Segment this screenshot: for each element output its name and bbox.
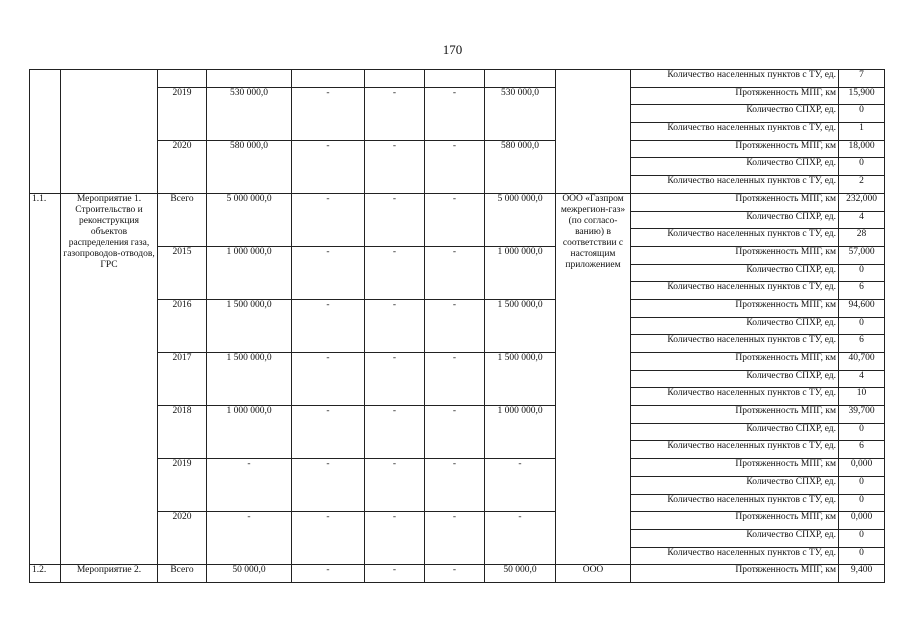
funding-cell: -	[365, 87, 425, 140]
other-funding-cell: 580 000,0	[485, 140, 556, 193]
indicator-label: Количество СПХР, ед.	[631, 317, 839, 335]
indicator-value: 94,600	[839, 299, 885, 317]
table-row	[30, 70, 885, 88]
measure-name-cell	[61, 70, 158, 194]
indicator-value: 0	[839, 476, 885, 494]
other-funding-cell: 1 500 000,0	[485, 299, 556, 352]
indicator-value: 4	[839, 370, 885, 388]
year-cell: 2020	[158, 512, 207, 565]
funding-cell	[425, 70, 485, 88]
total-cell: 530 000,0	[207, 87, 292, 140]
funding-cell: -	[365, 406, 425, 459]
indicator-value: 4	[839, 211, 885, 229]
indicator-value: 7	[839, 70, 885, 88]
funding-cell: -	[425, 565, 485, 583]
number-cell	[30, 70, 61, 194]
funding-cell: -	[425, 246, 485, 299]
indicator-label: Количество СПХР, ед.	[631, 264, 839, 282]
funding-cell: -	[365, 512, 425, 565]
other-funding-cell: 5 000 000,0	[485, 193, 556, 246]
table-row	[30, 87, 885, 105]
indicator-label: Протяженность МПГ, км	[631, 459, 839, 477]
funding-cell: -	[292, 512, 365, 565]
indicator-value: 39,700	[839, 406, 885, 424]
other-funding-cell: 1 000 000,0	[485, 246, 556, 299]
year-cell: 2020	[158, 140, 207, 193]
table-row	[30, 246, 885, 264]
year-cell: Всего	[158, 565, 207, 583]
indicator-value: 0	[839, 317, 885, 335]
total-cell: 580 000,0	[207, 140, 292, 193]
other-funding-cell	[485, 70, 556, 88]
funding-cell: -	[365, 193, 425, 246]
funding-cell: -	[292, 246, 365, 299]
indicator-label: Количество населенных пунктов с ТУ, ед.	[631, 123, 839, 141]
year-cell: 2016	[158, 299, 207, 352]
year-cell: 2017	[158, 353, 207, 406]
indicator-value: 0	[839, 529, 885, 547]
table-row	[30, 565, 885, 583]
indicator-value: 0	[839, 158, 885, 176]
funding-cell: -	[365, 140, 425, 193]
funding-cell: -	[365, 299, 425, 352]
indicator-value: 10	[839, 388, 885, 406]
funding-cell: -	[425, 459, 485, 512]
funding-cell: -	[365, 459, 425, 512]
funding-cell: -	[292, 87, 365, 140]
table-row	[30, 406, 885, 424]
funding-cell: -	[292, 565, 365, 583]
total-cell: 1 000 000,0	[207, 246, 292, 299]
indicator-value: 0,000	[839, 459, 885, 477]
indicator-label: Протяженность МПГ, км	[631, 140, 839, 158]
year-cell: 2018	[158, 406, 207, 459]
indicator-value: 9,400	[839, 565, 885, 583]
indicator-value: 1	[839, 123, 885, 141]
indicator-label: Протяженность МПГ, км	[631, 299, 839, 317]
indicator-value: 6	[839, 335, 885, 353]
indicator-value: 0	[839, 264, 885, 282]
indicator-label: Количество СПХР, ед.	[631, 529, 839, 547]
table-row	[30, 299, 885, 317]
funding-cell: -	[425, 406, 485, 459]
indicator-label: Протяженность МПГ, км	[631, 353, 839, 371]
funding-cell: -	[365, 565, 425, 583]
table-row	[30, 193, 885, 211]
funding-cell: -	[292, 459, 365, 512]
table-row	[30, 353, 885, 371]
indicator-value: 6	[839, 282, 885, 300]
funding-cell: -	[365, 353, 425, 406]
indicator-value: 40,700	[839, 353, 885, 371]
indicator-label: Количество населенных пунктов с ТУ, ед.	[631, 388, 839, 406]
indicator-value: 0	[839, 494, 885, 512]
indicator-value: 0	[839, 105, 885, 123]
program-table	[29, 69, 885, 583]
other-funding-cell: 530 000,0	[485, 87, 556, 140]
table-row	[30, 140, 885, 158]
funding-cell: -	[425, 87, 485, 140]
indicator-label: Количество СПХР, ед.	[631, 423, 839, 441]
funding-cell: -	[425, 512, 485, 565]
funding-cell: -	[292, 193, 365, 246]
indicator-label: Количество населенных пунктов с ТУ, ед.	[631, 70, 839, 88]
indicator-value: 57,000	[839, 246, 885, 264]
indicator-value: 0	[839, 547, 885, 565]
indicator-label: Количество СПХР, ед.	[631, 105, 839, 123]
indicator-label: Количество СПХР, ед.	[631, 370, 839, 388]
table-row	[30, 459, 885, 477]
year-cell	[158, 70, 207, 88]
funding-cell: -	[292, 353, 365, 406]
indicator-label: Протяженность МПГ, км	[631, 406, 839, 424]
measure-number: 1.2.	[30, 565, 61, 583]
total-cell: 5 000 000,0	[207, 193, 292, 246]
total-cell: -	[207, 512, 292, 565]
funding-cell: -	[425, 140, 485, 193]
total-cell: 50 000,0	[207, 565, 292, 583]
total-cell: -	[207, 459, 292, 512]
total-cell: 1 500 000,0	[207, 353, 292, 406]
indicator-label: Протяженность МПГ, км	[631, 565, 839, 583]
indicator-value: 18,000	[839, 140, 885, 158]
page-number: 170	[442, 42, 463, 57]
indicator-label: Количество населенных пунктов с ТУ, ед.	[631, 282, 839, 300]
other-funding-cell: -	[485, 459, 556, 512]
indicator-value: 0	[839, 423, 885, 441]
measure-number: 1.1.	[30, 193, 61, 564]
funding-cell: -	[425, 193, 485, 246]
indicator-label: Протяженность МПГ, км	[631, 246, 839, 264]
year-cell: Всего	[158, 193, 207, 246]
funding-cell	[292, 70, 365, 88]
executor-cell: ООО «Газпром межрегион-газ» (по согласо-ванию) в соответствии с настоящим приложением	[556, 193, 631, 564]
table-row	[30, 512, 885, 530]
funding-cell: -	[292, 406, 365, 459]
indicator-label: Количество населенных пунктов с ТУ, ед.	[631, 335, 839, 353]
funding-cell: -	[292, 299, 365, 352]
executor-cell: ООО	[556, 565, 631, 583]
funding-cell: -	[425, 353, 485, 406]
indicator-label: Протяженность МПГ, км	[631, 193, 839, 211]
year-cell: 2019	[158, 87, 207, 140]
total-cell	[207, 70, 292, 88]
funding-cell: -	[365, 246, 425, 299]
indicator-label: Количество населенных пунктов с ТУ, ед.	[631, 176, 839, 194]
indicator-value: 15,900	[839, 87, 885, 105]
indicator-label: Количество населенных пунктов с ТУ, ед.	[631, 547, 839, 565]
indicator-value: 0,000	[839, 512, 885, 530]
indicator-value: 232,000	[839, 193, 885, 211]
funding-cell	[365, 70, 425, 88]
total-cell: 1 500 000,0	[207, 299, 292, 352]
indicator-label: Количество СПХР, ед.	[631, 158, 839, 176]
year-cell: 2019	[158, 459, 207, 512]
indicator-label: Количество населенных пунктов с ТУ, ед.	[631, 441, 839, 459]
measure-name: Мероприятие 2.	[61, 565, 158, 583]
indicator-label: Количество населенных пунктов с ТУ, ед.	[631, 494, 839, 512]
indicator-value: 28	[839, 229, 885, 247]
indicator-value: 2	[839, 176, 885, 194]
indicator-label: Количество СПХР, ед.	[631, 211, 839, 229]
total-cell: 1 000 000,0	[207, 406, 292, 459]
indicator-label: Протяженность МПГ, км	[631, 512, 839, 530]
other-funding-cell: -	[485, 512, 556, 565]
other-funding-cell: 1 500 000,0	[485, 353, 556, 406]
indicator-label: Протяженность МПГ, км	[631, 87, 839, 105]
indicator-value: 6	[839, 441, 885, 459]
other-funding-cell: 1 000 000,0	[485, 406, 556, 459]
year-cell: 2015	[158, 246, 207, 299]
funding-cell: -	[292, 140, 365, 193]
other-funding-cell: 50 000,0	[485, 565, 556, 583]
indicator-label: Количество СПХР, ед.	[631, 476, 839, 494]
indicator-label: Количество населенных пунктов с ТУ, ед.	[631, 229, 839, 247]
measure-name: Мероприятие 1. Строительство и реконструкция объектов распределения газа, газопроводов-отводов, ГРС	[61, 193, 158, 564]
funding-cell: -	[425, 299, 485, 352]
executor-cell	[556, 70, 631, 194]
